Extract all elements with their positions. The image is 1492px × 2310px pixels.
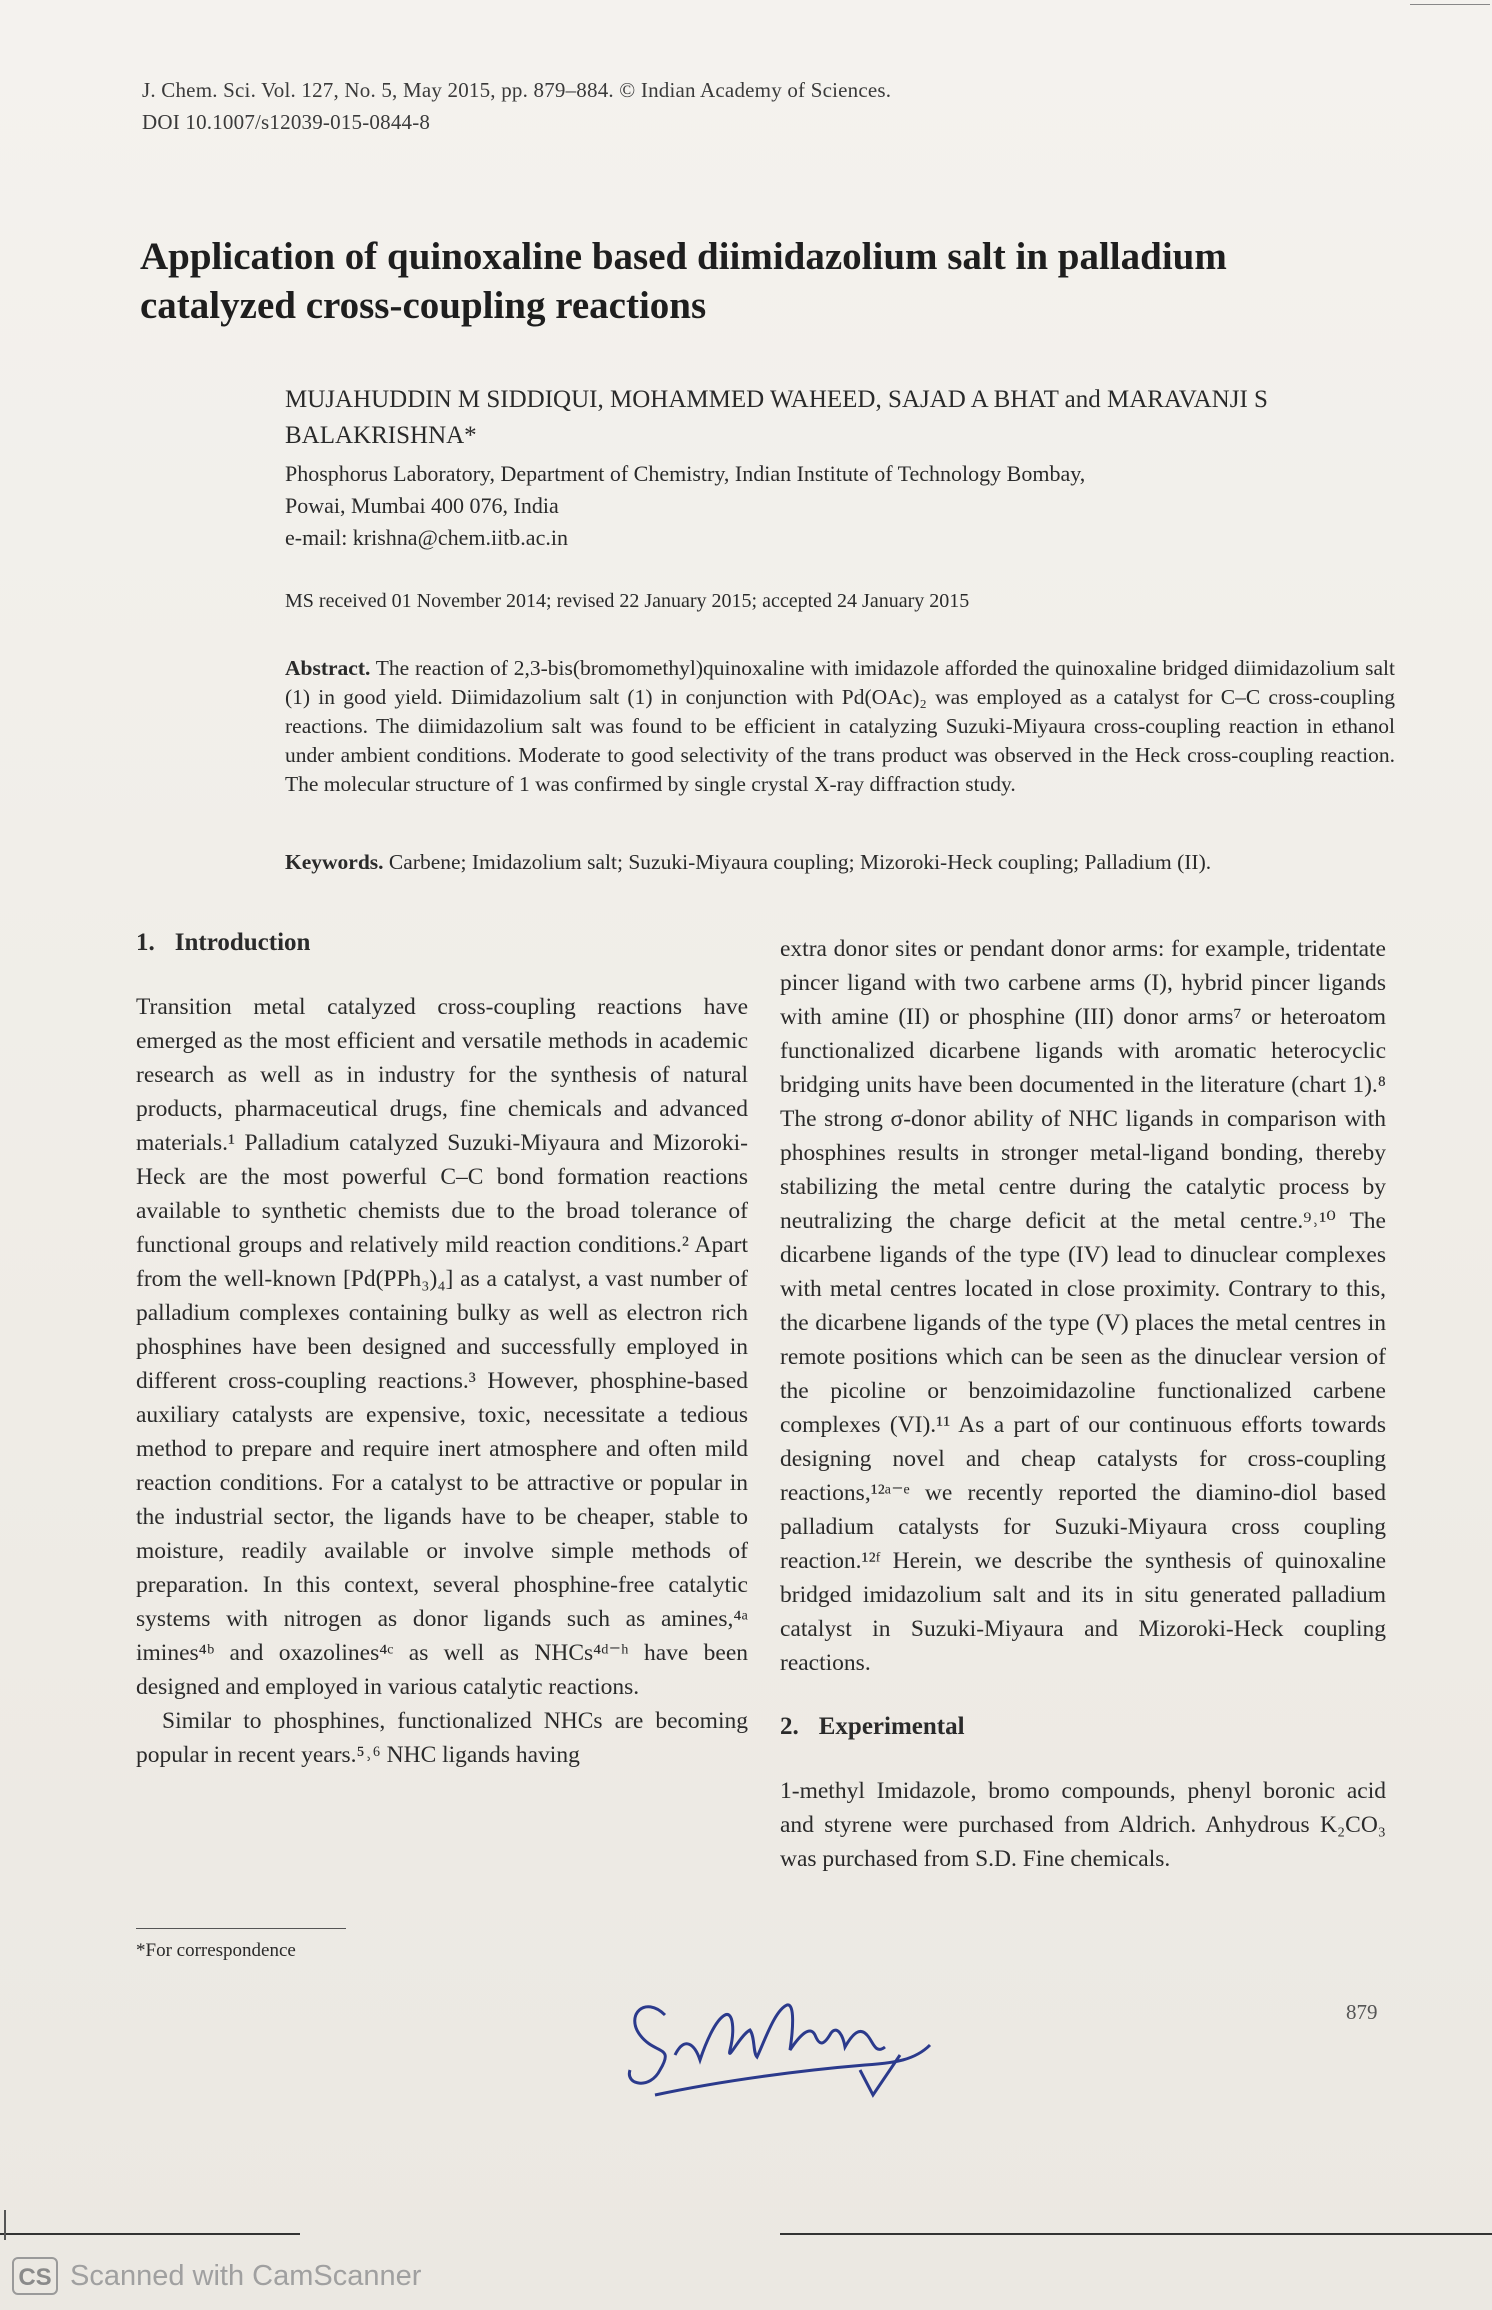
abstract (285, 654, 1395, 799)
affiliation-line-1: Phosphorus Laboratory, Department of Chemistry, Indian Institute of Technology Bombay, (285, 461, 1086, 486)
left-column (136, 926, 748, 1772)
footnote-divider (136, 1928, 346, 1929)
intro-paragraph-3: extra donor sites or pendant donor arms: for example, tridentate pincer ligand with two carbene arms (I), hybrid pincer ligands with amine (II) or phosphine (III) donor arms⁷ or heteroatom functionalized dicarbene ligands with aromatic heterocyclic bridging units have been documented in the literature (chart 1).⁸ The strong σ-donor ability of NHC ligands in comparison with phosphines results in stronger metal-ligand bonding, thereby stabilizing the metal centre during the catalytic process by neutralizing the charge deficit at the metal centre.⁹˒¹⁰ The dicarbene ligands of the type (IV) lead to dinuclear complexes with metal centres located in close proximity. Contrary to this, the dicarbene ligands of the type (V) places the metal centres in remote positions which can be seen as the dinuclear version of the picoline or benzoimidazoline functionalized carbene complexes (VI).¹¹ As a part of our continuous efforts towards designing novel and cheap catalysts for cross-coupling reactions,¹²ᵃ⁻ᵉ we recently reported the diamino-diol based palladium catalysts for Suzuki-Miyaura cross coupling reaction.¹²ᶠ Herein, we describe the synthesis of quinoxaline bridged imidazolium salt and its in situ generated palladium catalyst in Suzuki-Miyaura and Mizoroki-Heck coupling reactions. (780, 936, 1386, 1676)
section-title: Introduction (174, 929, 311, 956)
camscanner-logo: CS (12, 2257, 58, 2295)
experimental-paragraph-1: 1-methyl Imidazole, bromo compounds, phenyl boronic acid and styrene were purchased from Aldrich. Anhydrous K₂CO₃ was purchased from S.D. Fine chemicals. (780, 1778, 1386, 1872)
page-number: 879 (1346, 2000, 1378, 2024)
section-heading-introduction (136, 926, 748, 960)
paper-title: Application of quinoxaline based diimidazolium salt in palladium catalyzed cross-coupling reactions (140, 235, 1227, 327)
affiliation-email: e-mail: krishna@chem.iitb.ac.in (285, 525, 568, 550)
affiliation-line-2: Powai, Mumbai 400 076, India (285, 493, 559, 518)
keywords-text: Carbene; Imidazolium salt; Suzuki-Miyaura coupling; Mizoroki-Heck coupling; Palladium (II). (388, 850, 1212, 874)
section-number: 1. (136, 929, 155, 956)
affiliation (285, 458, 1285, 554)
camscanner-watermark: Scanned with CamScanner (70, 2260, 422, 2292)
doi: DOI 10.1007/s12039-015-0844-8 (142, 110, 431, 134)
keywords (285, 850, 1395, 875)
section-number: 2. (780, 1713, 799, 1740)
footnote: *For correspondence (136, 1940, 296, 1961)
section-title: Experimental (818, 1713, 965, 1740)
page-edge-line (1410, 4, 1490, 5)
scan-edge-line (0, 2233, 300, 2235)
scan-edge-mark (4, 2210, 6, 2240)
right-column (780, 932, 1386, 1876)
section-heading-experimental (780, 1710, 1386, 1744)
journal-citation: J. Chem. Sci. Vol. 127, No. 5, May 2015, pp. 879–884. © Indian Academy of Sciences. (142, 78, 892, 102)
authors: MUJAHUDDIN M SIDDIQUI, MOHAMMED WAHEED, SAJAD A BHAT and MARAVANJI S BALAKRISHNA* (285, 386, 1268, 449)
keywords-label: Keywords. (285, 850, 384, 874)
intro-paragraph-1: Transition metal catalyzed cross-coupling reactions have emerged as the most efficient and versatile methods in academic research as well as in industry for the synthesis of natural products, pharmaceutical drugs, fine chemicals and advanced materials.¹ Palladium catalyzed Suzuki-Miyaura and Mizoroki-Heck are the most powerful C–C bond formation reactions available to synthetic chemists due to the broad tolerance of functional groups and relatively mild reaction conditions.² Apart from the well-known [Pd(PPh₃)₄] as a catalyst, a vast number of palladium complexes containing bulky as well as electron rich phosphines have been designed and successfully employed in different cross-coupling reactions.³ However, phosphine-based auxiliary catalysts are expensive, toxic, necessitate a tedious method to prepare and require inert atmosphere and often mild reaction conditions. For a catalyst to be attractive or popular in the industrial sector, the ligands have to be cheaper, stable to moisture, readily available or involve simple methods of preparation. In this context, several phosphine-free catalytic systems with nitrogen as donor ligands such as amines,⁴ᵃ imines⁴ᵇ and oxazolines⁴ᶜ as well as NHCs⁴ᵈ⁻ʰ have been designed and employed in various catalytic reactions. (136, 994, 748, 1700)
intro-paragraph-2: Similar to phosphines, functionalized NHCs are becoming popular in recent years.⁵˒⁶ NHC ligands having (136, 1708, 748, 1768)
handwritten-signature (605, 1975, 945, 2115)
abstract-label: Abstract. (285, 656, 371, 680)
abstract-text: The reaction of 2,3-bis(bromomethyl)quinoxaline with imidazole afforded the quinoxaline bridged diimidazolium salt (1) in good yield. Diimidazolium salt (1) in conjunction with Pd(OAc)₂ was employed as a catalyst for C–C cross-coupling reactions. The diimidazolium salt was found to be efficient in catalyzing Suzuki-Miyaura cross-coupling reaction in ethanol under ambient conditions. Moderate to good selectivity of the trans product was observed in the Heck cross-coupling reaction. The molecular structure of 1 was confirmed by single crystal X-ray diffraction study. (285, 656, 1395, 796)
manuscript-dates: MS received 01 November 2014; revised 22 January 2015; accepted 24 January 2015 (285, 590, 970, 612)
scan-edge-line (780, 2233, 1492, 2235)
